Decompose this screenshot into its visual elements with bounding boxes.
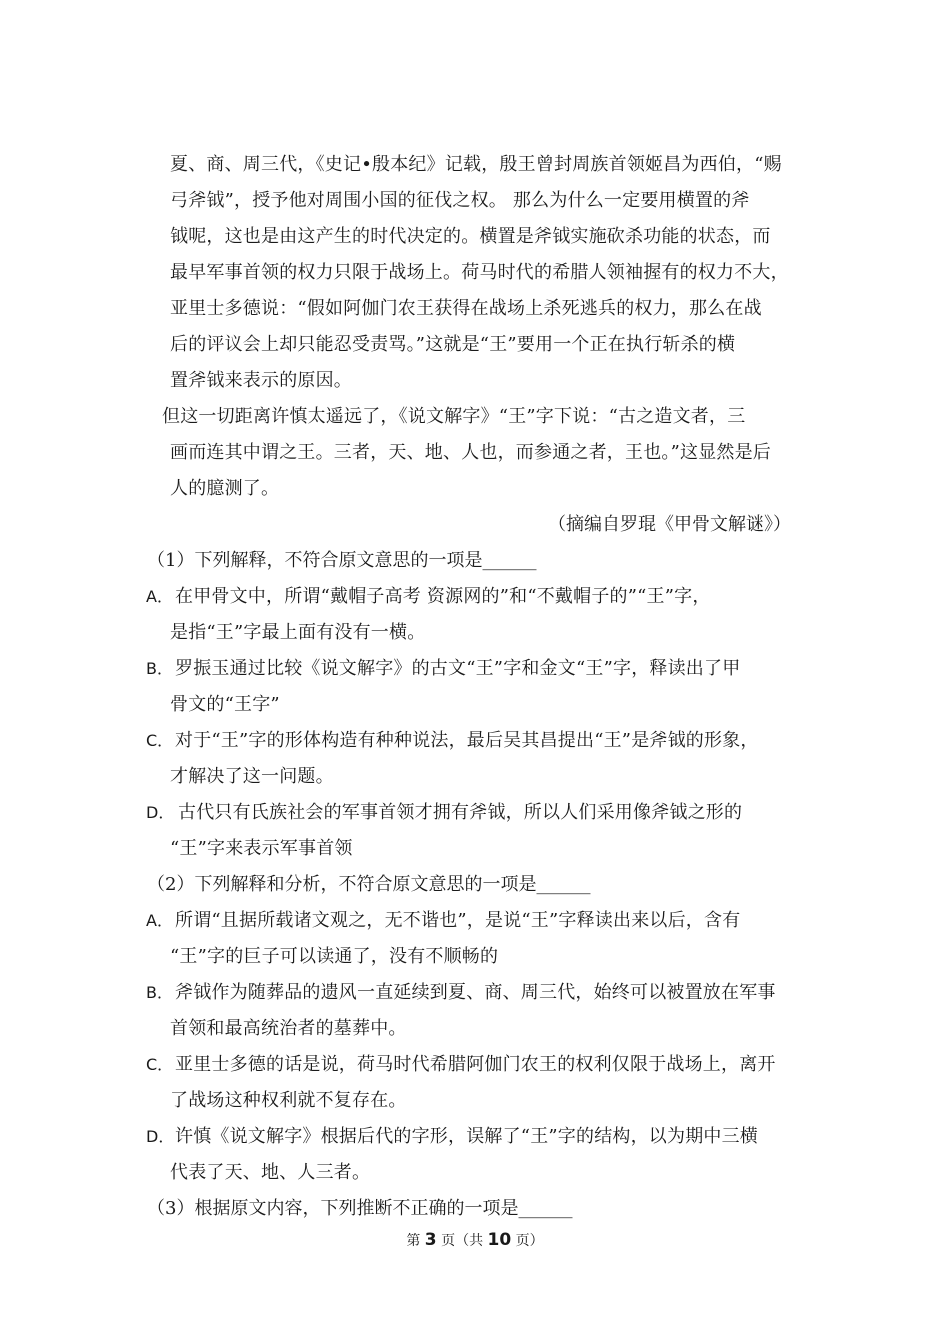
option-text: 是指“王”字最上面有没有一横。 (170, 622, 426, 643)
option-letter: D． (146, 1127, 175, 1146)
option-text: 骨文的“王字” (170, 694, 280, 715)
paragraph2-line: 画而连其中谓之王。三者，天、地、人也，而参通之者，王也。”这显然是后 (170, 442, 771, 463)
option-text: 许慎《说文解字》根据后代的字形，误解了“王”字的结构，以为期中三横 (175, 1126, 759, 1147)
option-letter: A． (146, 587, 173, 606)
footer-middle: 页（共 (441, 1233, 484, 1249)
option-text: 了战场这种权利就不复存在。 (170, 1090, 407, 1111)
option-text: 对于“王”字的形体构造有种种说法，最后吴其昌提出“王”是斧钺的形象， (175, 730, 759, 751)
paragraph1-line: 弓斧钺”，授予他对周围小国的征伐之权。 那么为什么一定要用横置的斧 (170, 190, 750, 211)
option-text: 首领和最高统治者的墓葬中。 (170, 1018, 407, 1039)
paragraph1-line: 钺呢，这也是由这产生的时代决定的。横置是斧钺实施砍杀功能的状态，而 (170, 226, 771, 247)
option-letter: A． (146, 911, 173, 930)
footer-suffix: 页） (515, 1233, 544, 1249)
question-stem: （2）下列解释和分析，不符合原文意思的一项是______ (147, 874, 591, 895)
page-total: 10 (487, 1230, 512, 1250)
source-citation: （摘编自罗琨《甲骨文解谜》） (548, 514, 791, 535)
paragraph1-line: 最早军事首领的权力只限于战场上。荷马时代的希腊人领袖握有的权力不大， (170, 262, 789, 283)
paragraph1-line: 置斧钺来表示的原因。 (170, 370, 352, 391)
paragraph1-line: 后的评议会上却只能忍受责骂。”这就是“王”要用一个正在执行斩杀的横 (170, 334, 736, 355)
option-letter: D． (146, 803, 175, 822)
option-letter: C． (146, 731, 174, 750)
paragraph2-line: 人的臆测了。 (170, 478, 280, 499)
option-text: 罗振玉通过比较《说文解字》的古文“王”字和金文“王”字，释读出了甲 (175, 658, 741, 679)
question-stem: （1）下列解释，不符合原文意思的一项是______ (147, 550, 537, 571)
option-letter: C． (146, 1055, 174, 1074)
footer-prefix: 第 (406, 1233, 421, 1249)
option-text: 古代只有氏族社会的军事首领才拥有斧钺，所以人们采用像斧钺之形的 (178, 802, 743, 823)
option-text: 代表了天、地、人三者。 (170, 1162, 371, 1183)
option-text: 亚里士多德的话是说，荷马时代希腊阿伽门农王的权利仅限于战场上，离开 (175, 1054, 776, 1075)
option-text: 才解决了这一问题。 (170, 766, 334, 787)
paragraph1-line: 夏、商、周三代，《史记•殷本纪》记载，殷王曾封周族首领姬昌为西伯，“赐 (170, 154, 782, 175)
option-letter: B． (146, 659, 173, 678)
option-text: 所谓“且据所载诸文观之，无不谐也”，是说“王”字释读出来以后，含有 (175, 910, 741, 931)
page-footer (0, 1228, 950, 1253)
question-stem: （3）根据原文内容，下列推断不正确的一项是______ (147, 1198, 573, 1219)
paragraph2-line: 但这一切距离许慎太遥远了，《说文解字》“王”字下说：“古之造文者，三 (162, 406, 746, 427)
page-number: 3 (424, 1230, 437, 1250)
option-text: “王”字来表示军事首领 (170, 838, 353, 859)
option-letter: B． (146, 983, 173, 1002)
option-text: 斧钺作为随葬品的遗风一直延续到夏、商、周三代，始终可以被置放在军事 (175, 982, 776, 1003)
option-text: “王”字的巨子可以读通了，没有不顺畅的 (170, 946, 499, 967)
paragraph1-line: 亚里士多德说：“假如阿伽门农王获得在战场上杀死逃兵的权力，那么在战 (170, 298, 762, 319)
option-text: 在甲骨文中，所谓“戴帽子高考 资源网的”和“不戴帽子的”“王”字， (175, 586, 711, 607)
